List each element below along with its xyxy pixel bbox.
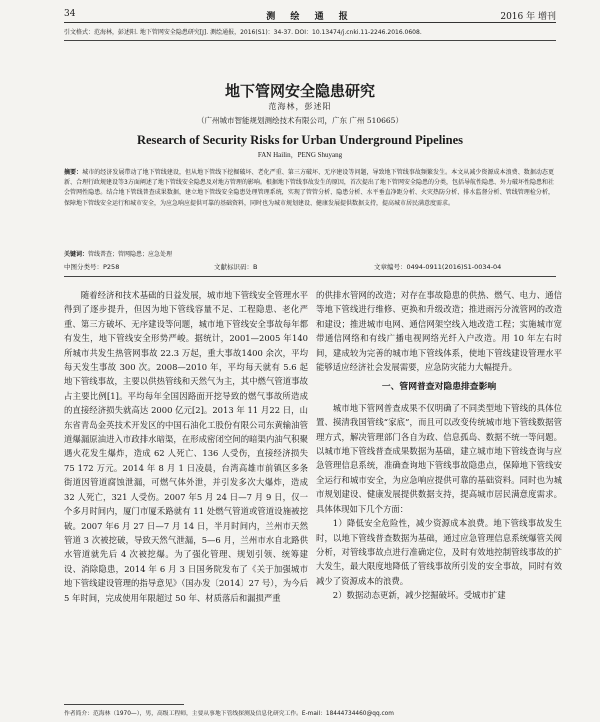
- page-number: 34: [64, 9, 76, 19]
- keywords-text: 管线普查；管网隐患；应急处理: [88, 251, 173, 258]
- issue-label: 2016 年 增刊: [500, 12, 556, 22]
- authors-chinese: 范海林，彭述阳: [268, 102, 332, 111]
- citation-rule: [64, 40, 556, 41]
- title-chinese: 地下管网安全隐患研究: [224, 82, 375, 100]
- footnote-rule: [64, 704, 184, 705]
- body-paragraph: 城市地下管网普查成果不仅明确了不同类型地下管线的具体位置、摸清我国管线“家底”，而且可以改变传统城市地下管线数据管理方式，解决管理部门各自为政、信息孤岛、数据不统一等问题。以城市地下管线普查成果数据为基础，建立城市地下管线查询与应急管理信息系统，准确查询地下管线事故隐患点，保障地下管线安全运行和城市安全，为应急响应提供可靠的基础资料。同时也为城市规划建设、健康发展提供数据支持，提高城市居民满意度需求。具体体现如下几个方面：: [316, 402, 562, 514]
- body-paragraph: 随着经济和技术基础的日益发展，城市地下管线安全管理水平得到了逐步提升，但因为地下管线容量不足、工程隐患、老化严重、第三方破坏、无序建设等问题，城市地下管线安全事故每年都有发生，地下管线安全形势严峻。据统计，2001—2005 年140 所城市共发生热管网事故 22.3 万起，重大事故1400 余次，平均每天发生事故 300 次。2008—2010 年，平均每天就有 5.6 起地下管线事故，主要以供热管线和天然气为主，其中燃气管道事故占主要比例[1]。平均每年全国因路面开挖导致的燃气事故所造成的直接经济损失就高达 2000 亿元[2]。2013 年 11 月22 日，山东省青岛金英技术开发区的中国石油化工股份有限公司东黄输油管道爆漏原油进入市政排水暗渠，在形成密闭空间的暗渠内油气积聚遇火花发生爆炸，造成 62 人死亡、136 人受伤，直接经济损失75 172 万元。2014 年 8 月 1 日凌晨，台湾高雄市前镇区多条街道因管道腐蚀泄漏，可燃气体外泄，并引发多次大爆炸，造成 32 人死亡，321 人受伤。2007 年5 月 24 日—7 月 9 日，仅一个多月时间内，厦门市厦禾路就有 11 处燃气管道或管道设施被挖破。2007 年6 月 27 日—7 月 14 日，半月时间内，兰州市天然管道 3 次被挖破，导致天然气泄漏，5—6 月，兰州市水自北路供水管道就先后 4 次被挖爆。为了强化管理、规划引领、统筹建设、消除隐患，2014 年 6 月 3 日国务院发布了《关于加强城市地下管线建设管理的指导意见》（国办发〔2014〕27 号），为今后 5 年时间，完成使用年限超过 50 年、材质落后和漏损严重: [64, 290, 308, 603]
- abstract-text: 城市的经济发展带动了地下管线建设，但从地下管线下挖掘破坏、老化严重、第三方破坏、无序建设等问题，导致地下管线事故频繁发生。本文从减少资源成本浪费、数据动态更新、合理行政规建设等3方面阐述了地下管线安全隐患及对地方管理的影响。根据地下管线事故发生的原因，首次提出了地下管网安全隐患的分类，包括导航性隐患、外力破坏性隐患和社会管网性隐患。结合地下管线普查成果数据，建立地下管线安全隐患处理管理系统，实现了管管分析、隐患分析、水平垂直净距分析、火灾热防分析、排水监督分析、管线管理检分析，保障地下管线安全运行和城市安全，为应急响应提供可靠的基础资料，同时也为城市规划建设、健康发展提供数据支持，提高城市居民满意度需求。: [64, 169, 554, 207]
- document-code: 文献标识码：B: [214, 263, 258, 271]
- body-paragraph: 的供排水管网的改造；对存在事故隐患的供热、燃气、电力、通信等地下管线进行维修、更换和升级改造；推进雨污分流管网的改造和建设；推进城市电网、通信网架空线入地改造工程；实施城市宽带通信网络和有线广播电视网络光纤入户改造。用 10 年左右时间，建成较为完善的城市地下管线体系，使地下管线建设管理水平能够适应经济社会发展需要，应急防灾能力大幅提升。: [316, 290, 562, 373]
- title-english: Research of Security Risks for Urban Underground Pipelines: [136, 133, 464, 147]
- body-paragraph: 1）降低安全危险性，减少资源成本浪费。地下管线事故发生时，以地下管线普查数据为基础，通过应急管理信息系统爆管关阀分析，对管线事故点进行准确定位，及时有效地控制管线事故的扩大发生，最大限度地降低了管线事故所引发的安全事故，同时有效减少了资源成本的浪费。: [316, 518, 562, 586]
- abstract-label: 摘要：: [64, 169, 83, 176]
- author-footnote: 作者简介：范海林（1970—），男，高级工程师，主要从事地下管线探测及信息化研究工作。E-mail：18444734460@qq.com: [64, 711, 394, 717]
- citation-line: 引文格式：范海林，彭述阳. 地下管网安全隐患研究[J]. 测绘通报，2016(S1)：34-37. DOI：10.13474/j.cnki.11-2246.2016.0608.: [64, 29, 422, 36]
- section-heading: 一、管网普查对隐患排查影响: [381, 382, 497, 393]
- classification-row: [64, 262, 554, 272]
- abstract: [64, 168, 554, 209]
- keywords-label: 关键词：: [64, 251, 89, 258]
- journal-name: 测 绘 通 报: [266, 12, 354, 22]
- body-column-left: [64, 288, 308, 605]
- keywords: [64, 250, 554, 259]
- running-header: [64, 8, 556, 23]
- authors-english: FAN Hailin，PENG Shuyang: [257, 151, 343, 159]
- header-rule: [64, 276, 556, 277]
- affiliation-chinese: （广州城市智能规划测绘技术有限公司，广东 广州 510665）: [197, 116, 403, 125]
- body-paragraph: 2）数据动态更新，减少挖掘破坏。受城市扩建: [332, 590, 506, 601]
- body-column-right: [316, 288, 562, 603]
- clc-number: 中图分类号：P258: [64, 263, 120, 271]
- article-number: 文章编号：0494-0911(2016)S1-0034-04: [374, 263, 502, 271]
